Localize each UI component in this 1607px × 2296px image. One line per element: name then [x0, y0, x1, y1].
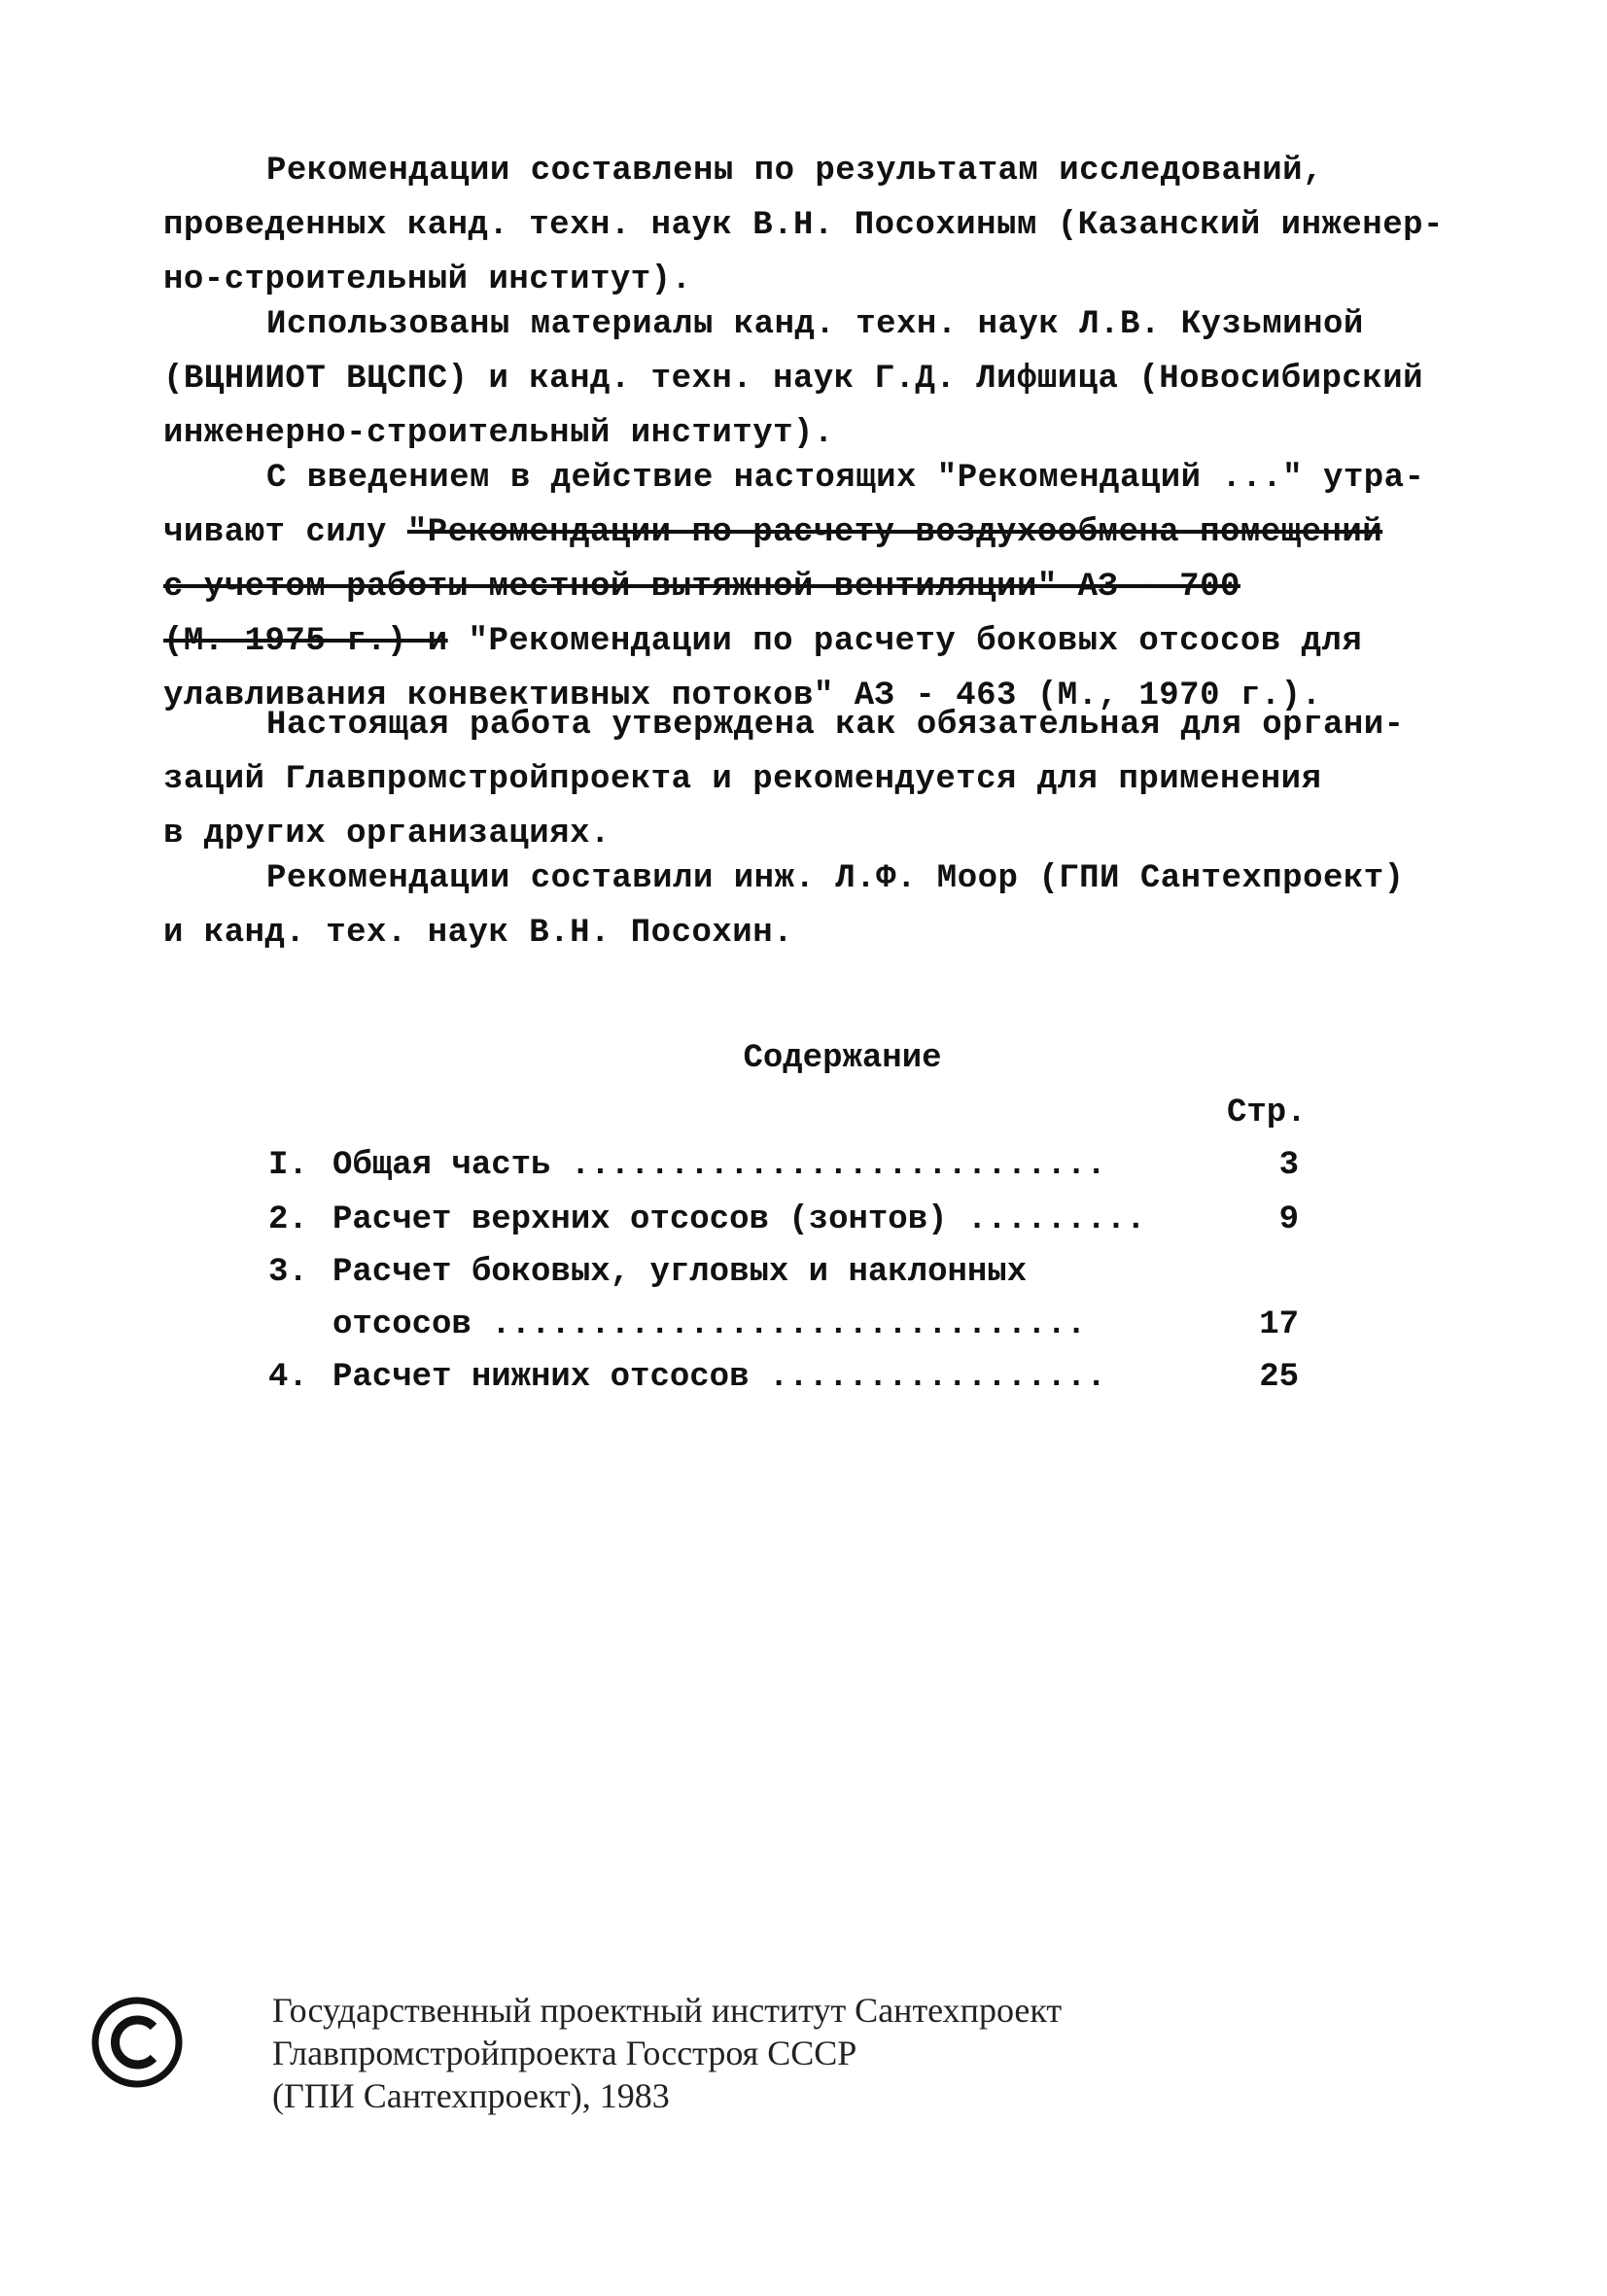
toc-title: Содержание [743, 1040, 942, 1077]
paragraph-materials: Использованы материалы канд. техн. наук Л.В. Кузьминой (ВЦНИИОТ ВЦСПС) и канд. техн. наук Г.Д. Лифшица (Новосибирский инженерно-строительный институт). [163, 306, 1424, 452]
toc-item-page: 17 [1259, 1306, 1299, 1343]
paragraph-compilers: Рекомендации составили инж. Л.Ф. Моор (ГПИ Сантехпроект) и канд. тех. наук В.Н. Посохин. [163, 860, 1405, 952]
toc-item-number: 2. [268, 1201, 308, 1238]
paragraph-authors: Рекомендации составлены по результатам исследований, проведенных канд. техн. наук В.Н. Посохиным (Казанский инженер- но-строительный институт). [163, 153, 1444, 298]
superseded-rest: "Рекомендации по расчету боковых отсосов для улавливания конвективных потоков" АЗ - 463 (М., 1970 г.). [163, 623, 1363, 714]
superseded-intro: С введением в действие настоящих "Рекомендаций ..." утра- чивают силу [163, 460, 1425, 551]
toc-item-page: 3 [1278, 1147, 1299, 1184]
toc-item [268, 1201, 1299, 1252]
toc-item-number: 4. [268, 1359, 308, 1396]
paragraph-approval: Настоящая работа утверждена как обязательная для органи- заций Главпромстройпроекта и рекомендуется для применения в других организациях. [163, 707, 1405, 852]
copyright-icon [89, 1995, 185, 2090]
toc-item-number: 3. [268, 1254, 308, 1291]
toc-item-continuation [268, 1306, 1299, 1357]
publisher-footer: Государственный проектный институт Сантехпроект Главпромстройпроекта Госстроя СССР (ГПИ Сантехпроект), 1983 [272, 1991, 1063, 2115]
paragraph-superseded [163, 451, 1485, 723]
toc-item [268, 1359, 1299, 1409]
toc-item-title-continued: отсосов .............................. [332, 1306, 1087, 1343]
toc-item-title: Расчет боковых, угловых и наклонных [332, 1254, 1028, 1291]
struck-reference: "Рекомендации по расчету воздухообмена помещений с учетом работы местной вытяжной вентиляции" АЗ - 700 (М. 1975 г.) и [163, 514, 1383, 660]
copyright-symbol: © [136, 2053, 138, 2054]
toc-item [268, 1147, 1299, 1198]
toc-item-title: Общая часть ........................... [332, 1147, 1106, 1184]
toc-page-header: Стр. [1227, 1095, 1307, 1131]
toc-item-number: I. [268, 1147, 308, 1184]
toc-item [268, 1254, 1299, 1305]
toc-item-title: Расчет нижних отсосов ................. [332, 1359, 1106, 1396]
toc-item-page: 25 [1259, 1359, 1299, 1396]
toc-item-page: 9 [1278, 1201, 1299, 1238]
toc-item-title: Расчет верхних отсосов (зонтов) ......... [332, 1201, 1146, 1238]
